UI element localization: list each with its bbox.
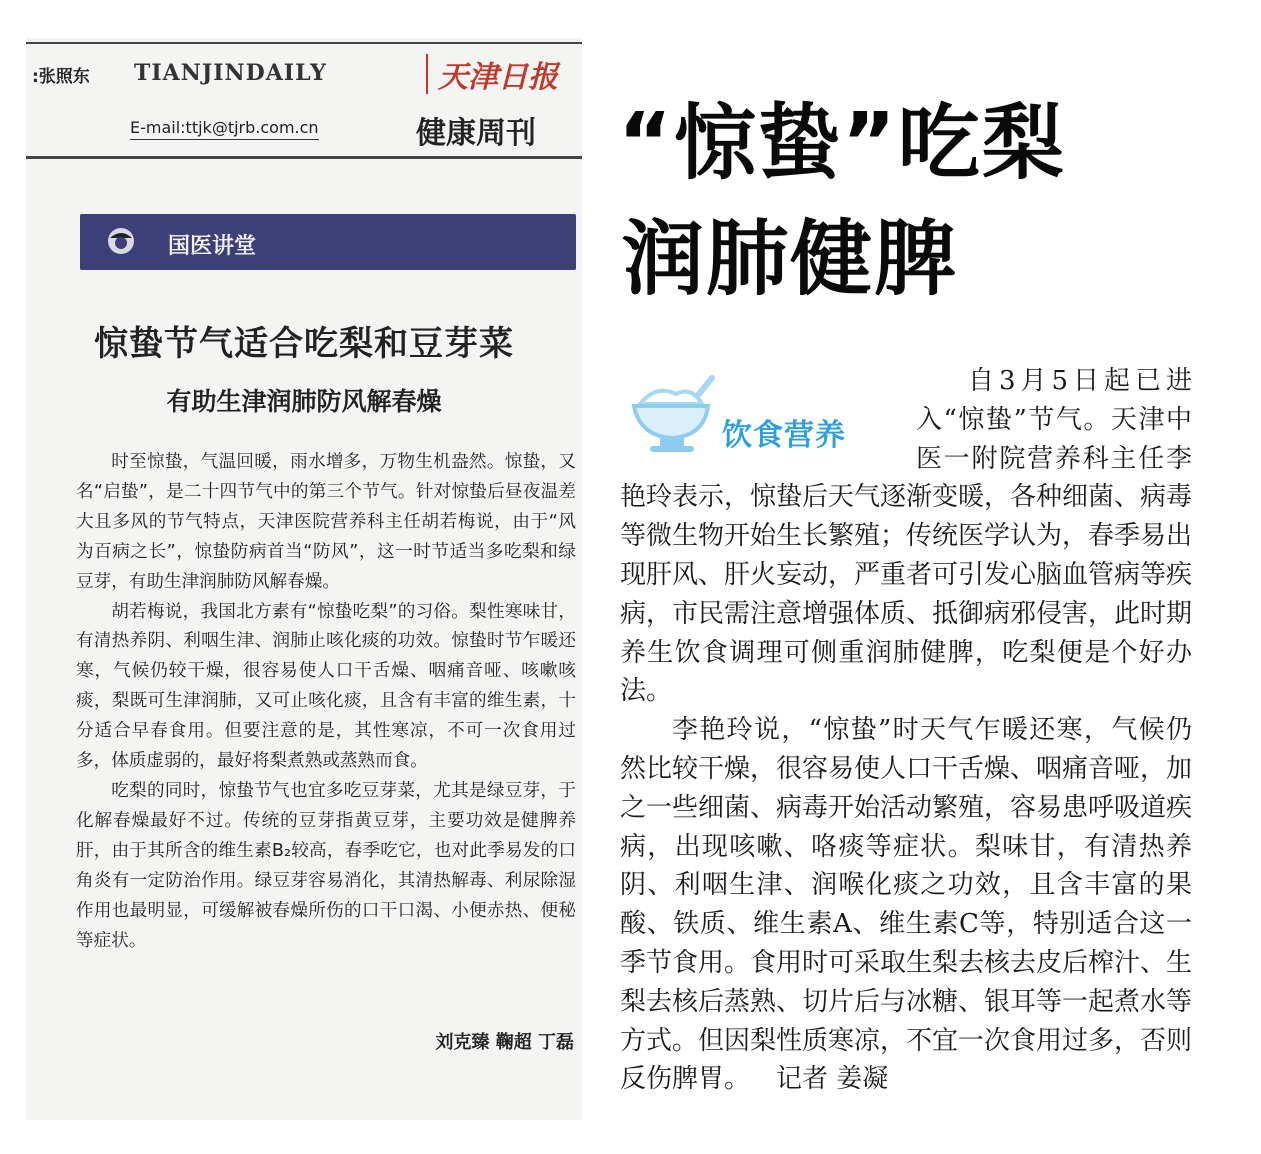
article-title: 惊蛰节气适合吃梨和豆芽菜 bbox=[94, 324, 514, 364]
header-rule-bottom bbox=[26, 156, 582, 159]
supplement-name: 健康周刊 bbox=[416, 116, 536, 151]
column-label: 饮食营养 bbox=[722, 418, 846, 453]
article-body bbox=[76, 448, 576, 956]
body-paragraph: 吃梨的同时，惊蛰节气也宜多吃豆芽菜，尤其是绿豆芽，于化解春燥最好不过。传统的豆芽指黄豆芽，主要功效是健脾养肝，由于其所含的维生素B₂较高，春季吃它，也对此季易发的口角炎有一定防治作用。绿豆芽容易消化，其清热解毒、利尿除湿作用也最明显，可缓解被春燥所伤的口干口渴、小便赤热、便秘等症状。 bbox=[76, 780, 576, 951]
author-byline: 刘克臻 鞠超 丁磊 bbox=[435, 1032, 574, 1053]
brand-chinese-logo: 天津日报 bbox=[438, 60, 558, 95]
brand-english: TIANJINDAILY bbox=[134, 60, 327, 86]
icon-spacer bbox=[620, 362, 916, 478]
news-paragraph-1: 自3月5日起已进入“惊蛰”节气。天津中医一附院营养科主任李艳玲表示，惊蛰后天气逐渐变暖，各种细菌、病毒等微生物开始生长繁殖；传统医学认为，春季易出现肝风、肝火妄动，严重者可引发心脑血管病等疾病，市民需注意增强体质、抵御病邪侵害，此时期养生饮食调理可侧重润肺健脾，吃梨便是个好办法。 bbox=[620, 366, 1193, 707]
left-clipping bbox=[26, 38, 582, 1120]
header-rule-top bbox=[26, 42, 582, 44]
banner-label: 国医讲堂 bbox=[168, 234, 257, 259]
article-subtitle: 有助生津润肺防风解春燥 bbox=[166, 387, 442, 416]
body-paragraph: 胡若梅说，我国北方素有“惊蛰吃梨”的习俗。梨性寒味甘，有清热养阴、利咽生津、润肺止咳化痰的功效。惊蛰时节乍暖还寒，气候仍较干燥，很容易使人口干舌燥、咽痛音哑、咳嗽咳痰，梨既可生津润肺，又可止咳化痰，且含有丰富的维生素，十分适合早春食用。但要注意的是，其性寒凉，不可一次食用过多，体质虚弱的，最好将梨煮熟或蒸熟而食。 bbox=[76, 601, 576, 772]
headline-line-1: “惊蛰”吃梨 bbox=[618, 96, 1066, 191]
news-paragraph-2-text: 李艳玲说，“惊蛰”时天气乍暖还寒，气候仍然比较干燥，很容易使人口干舌燥、咽痛音哑，加之一些细菌、病毒开始活动繁殖，容易患呼吸道疾病，出现咳嗽、咯痰等症状。梨味甘，有清热养阴、利咽生津、润喉化痰之功效，且含丰富的果酸、铁质、维生素A、维生素C等，特别适合这一季节食用。食用时可采取生梨去核去皮后榨汁、生梨去核后蒸熟、切片后与冰糖、银耳等一起煮水等方式。但因梨性质寒凉，不宜一次食用过多，否则反伤脾胃。 bbox=[620, 715, 1193, 1095]
headline-line-2: 润肺健脾 bbox=[622, 212, 959, 307]
body-paragraph: 时至惊蛰，气温回暖，雨水增多，万物生机盎然。惊蛰，又名“启蛰”，是二十四节气中的第三个节气。针对惊蛰后昼夜温差大且多风的节气特点，天津医院营养科主任胡若梅说，由于“风为百病之长”，惊蛰防病首当“防风”，这一时节适当多吃梨和绿豆芽，有助生津润肺防风解春燥。 bbox=[76, 452, 576, 592]
reporter-byline: 记者 姜凝 bbox=[776, 1064, 889, 1095]
news-body bbox=[620, 362, 1192, 1099]
news-paragraph-2 bbox=[620, 711, 1192, 1099]
email-address: E-mail:ttjk@tjrb.com.cn bbox=[130, 118, 319, 140]
section-banner bbox=[80, 214, 576, 270]
brand-divider bbox=[426, 54, 428, 94]
doctor-icon bbox=[106, 226, 136, 256]
editor-name: :张照东 bbox=[32, 67, 90, 87]
